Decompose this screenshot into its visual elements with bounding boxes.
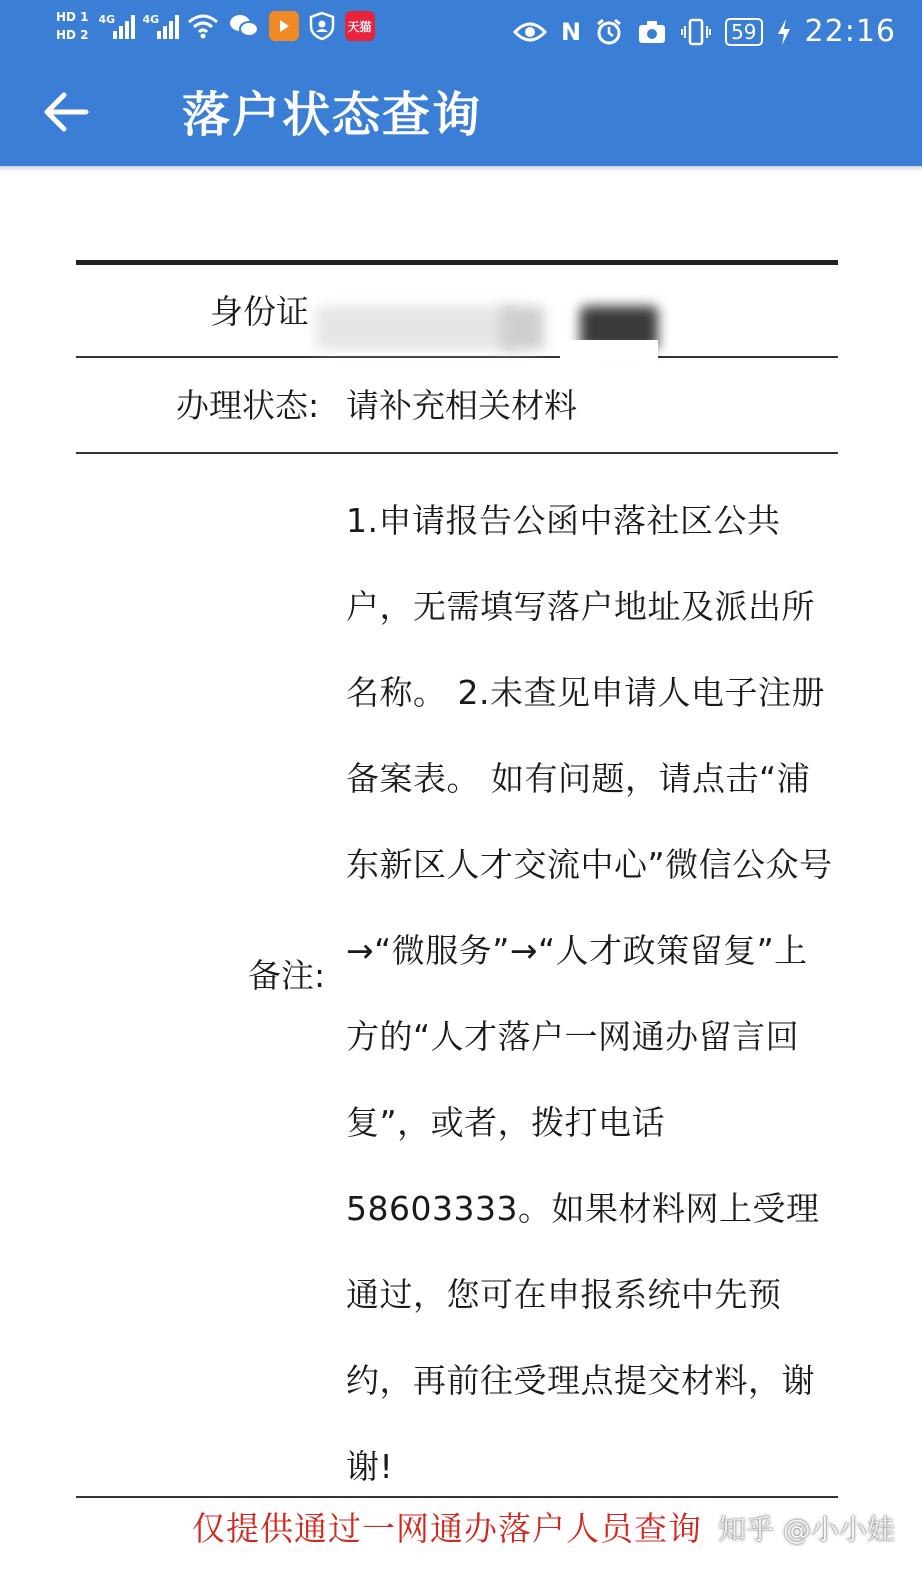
id-label: 身份证 <box>210 292 309 331</box>
arrow-left-icon <box>40 86 92 138</box>
battery-indicator: 59 <box>725 18 762 46</box>
back-button[interactable] <box>40 86 92 138</box>
shield-icon <box>309 11 335 41</box>
sim-indicators <box>56 10 89 42</box>
camera-icon <box>637 19 667 45</box>
app-header <box>0 0 922 166</box>
remarks-text: 1.申请报告公函中落社区公共户，无需填写落户地址及派出所名称。 2.未查见申请人电子注册备案表。 如有问题，请点击“浦东新区人才交流中心”微信公众号→“微服务”→“人才政策留复”上方的“人才落户一网通办留言回复”，或者，拨打电话58603333。如果材料网上受理通过，您可在申报系统中先预约，再前往受理点提交材料，谢谢! <box>346 501 833 1486</box>
charging-icon <box>777 18 791 46</box>
signal-1-icon <box>99 13 133 39</box>
vibrate-icon <box>681 18 711 46</box>
status-label: 办理状态: <box>176 386 320 425</box>
status-value: 请补充相关材料 <box>346 386 577 425</box>
alarm-icon <box>595 18 623 46</box>
footer-note: 仅提供通过一网通办落户人员查询 <box>192 1509 702 1548</box>
status-bar <box>0 0 922 66</box>
net1-label: 4G <box>98 13 116 26</box>
eye-icon <box>513 20 547 44</box>
tmall-icon: 天猫 <box>345 11 375 41</box>
clock: 22:16 <box>804 14 896 49</box>
wechat-icon <box>229 12 259 40</box>
row-divider-1 <box>76 356 838 358</box>
signal-2-icon <box>143 13 177 39</box>
video-app-icon <box>269 11 299 41</box>
page-title: 落户状态查询 <box>182 87 483 143</box>
watermark: 知乎 @小小娃 <box>718 1513 895 1546</box>
nfc-icon: N <box>560 17 582 46</box>
header-shadow <box>0 166 922 172</box>
status-bar-right <box>513 14 896 49</box>
sim1-label: HD 1 <box>56 10 89 24</box>
table-top-rule <box>76 260 838 265</box>
wifi-icon <box>187 12 219 40</box>
status-bar-left <box>56 10 375 42</box>
sim2-label: HD 2 <box>56 28 89 42</box>
row-divider-2 <box>76 452 838 454</box>
net2-label: 4G <box>142 13 160 26</box>
remarks-label: 备注: <box>248 956 326 995</box>
